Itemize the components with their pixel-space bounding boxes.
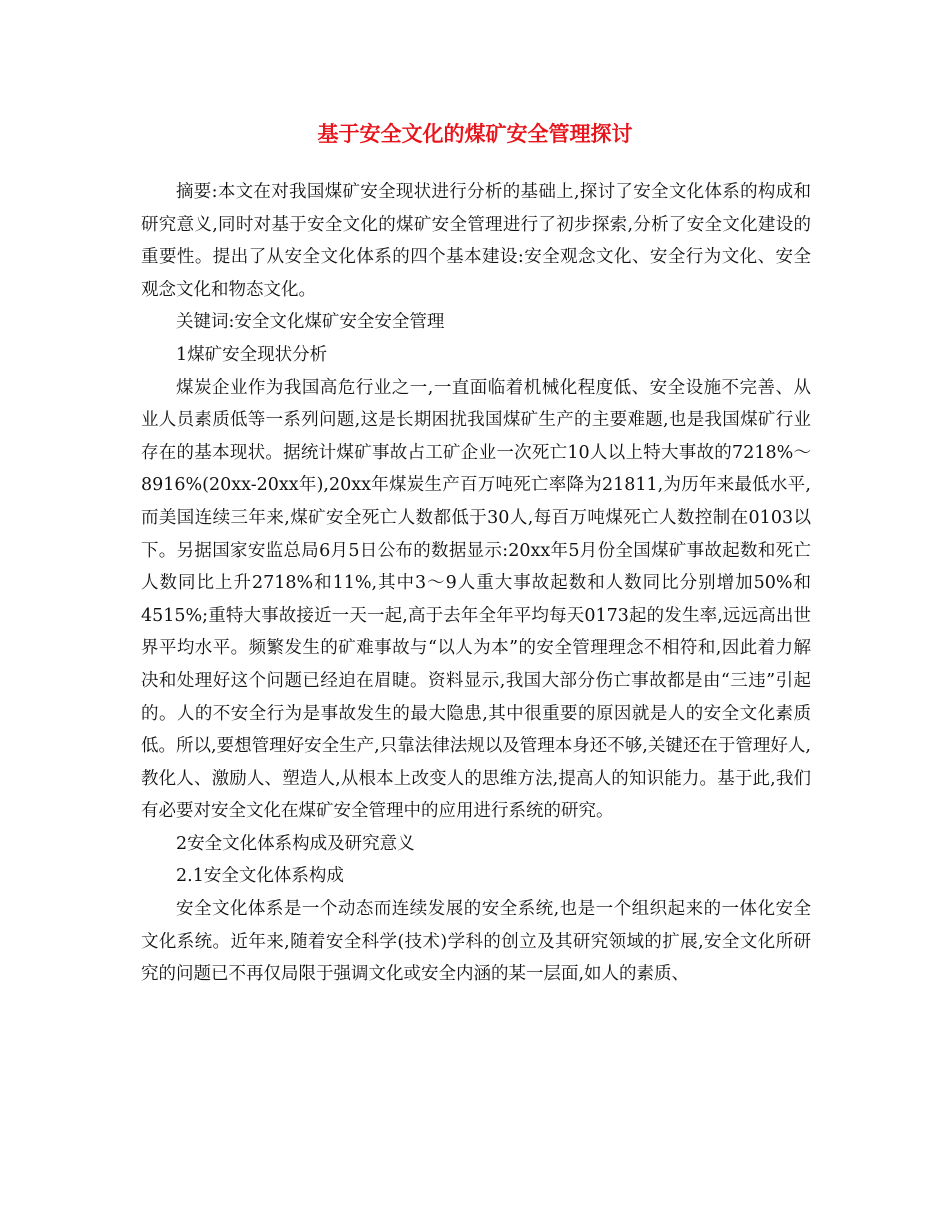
abstract-paragraph: 摘要:本文在对我国煤矿安全现状进行分析的基础上,探讨了安全文化体系的构成和研究意义,同时对基于安全文化的煤矿安全管理进行了初步探索,分析了安全文化建设的重要性。提出了从安全文化体系的四个基本建设:安全观念文化、安全行为文化、安全观念文化和物态文化。 <box>141 182 811 300</box>
keywords-line: 关键词:安全文化煤矿安全安全管理 <box>176 312 445 333</box>
document-title: 基于安全文化的煤矿安全管理探讨 <box>317 121 633 146</box>
document-body <box>141 176 811 991</box>
body-paragraph: 安全文化体系是一个动态而连续发展的安全系统,也是一个组织起来的一体化安全文化系统。近年来,随着安全科学(技术)学科的创立及其研究领域的扩展,安全文化所研究的问题已不再仅局限于强调文化或安全内涵的某一层面,如人的素质、 <box>141 899 811 985</box>
body-paragraph: 煤炭企业作为我国高危行业之一,一直面临着机械化程度低、安全设施不完善、从业人员素质低等一系列问题,这是长期困扰我国煤矿生产的主要难题,也是我国煤矿行业存在的基本现状。据统计煤矿事故占工矿企业一次死亡10人以上特大事故的7218%～8916%(20xx-20xx年),20xx年煤炭生产百万吨死亡率降为21811,为历年来最低水平,而美国连续三年来,煤矿安全死亡人数都低于30人,每百万吨煤死亡人数控制在0103以下。另据国家安监总局6月5日公布的数据显示:20xx年5月份全国煤矿事故起数和死亡人数同比上升2718%和11%,其中3～9人重大事故起数和人数同比分别增加50%和4515%;重特大事故接近一天一起,高于去年全年平均每天0173起的发生率,远远高出世界平均水平。频繁发生的矿难事故与“以人为本”的安全管理理念不相符和,因此着力解决和处理好这个问题已经迫在眉睫。资料显示,我国大部分伤亡事故都是由“三违”引起的。人的不安全行为是事故发生的最大隐患,其中很重要的原因就是人的安全文化素质低。所以,要想管理好安全生产,只靠法律法规以及管理本身还不够,关键还在于管理好人,教化人、激励人、塑造人,从根本上改变人的思维方法,提高人的知识能力。基于此,我们有必要对安全文化在煤矿安全管理中的应用进行系统的研究。 <box>141 377 811 822</box>
subsection-heading-2-1: 2.1安全文化体系构成 <box>176 866 344 887</box>
section-heading-1: 1煤矿安全现状分析 <box>176 344 328 365</box>
section-heading-2: 2安全文化体系构成及研究意义 <box>176 833 415 854</box>
